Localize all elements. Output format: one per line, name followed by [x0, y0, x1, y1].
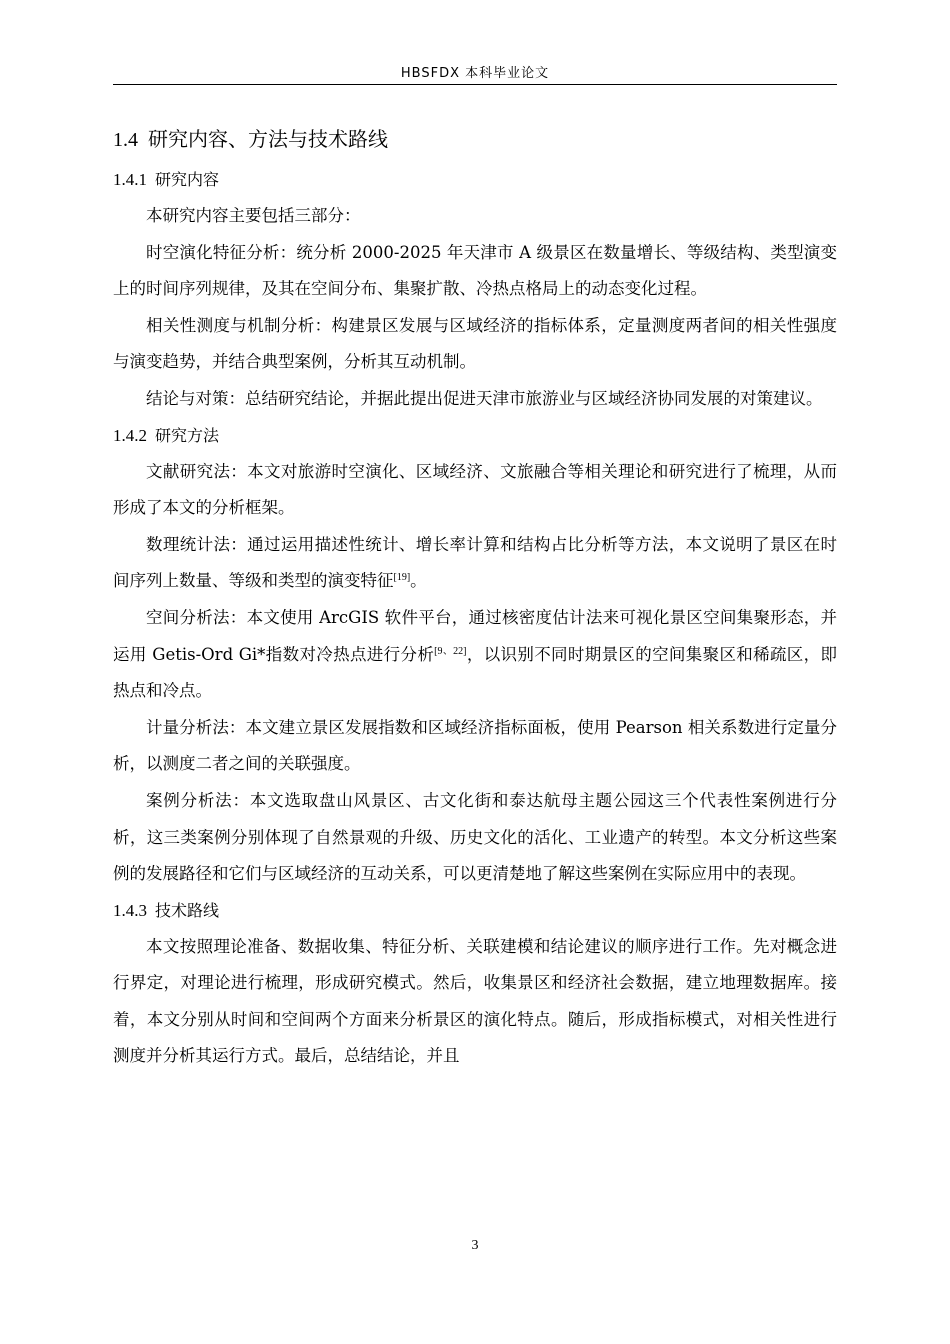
subsection-number: 1.4.1 [113, 170, 147, 189]
paragraph: 案例分析法：本文选取盘山风景区、古文化街和泰达航母主题公园这三个代表性案例进行分析，这三类案例分别体现了自然景观的升级、历史文化的活化、工业遗产的转型。本文分析这些案例的发展路径和它们与区域经济的互动关系，可以更清楚地了解这些案例在实际应用中的表现。 [113, 790, 837, 884]
subsection-number: 1.4.3 [113, 900, 147, 920]
subsection-title: 研究内容 [155, 170, 220, 189]
section-number: 1.4 [113, 129, 138, 151]
paragraph-text: ，以识别不同时期景区的空间集聚区和稀疏区，即热点和冷点。 [113, 644, 837, 701]
subsection-number: 1.4.2 [113, 425, 147, 445]
paragraph-text: 。 [410, 571, 427, 591]
header-rule [113, 84, 837, 85]
paragraph: 本研究内容主要包括三部分： [146, 206, 361, 225]
paragraph [113, 600, 837, 710]
subsection-heading-content [113, 162, 837, 198]
paragraph: 时空演化特征分析：统分析 2000-2025 年天津市 A 级景区在数量增长、等级结构、类型演变上的时间序列规律，及其在空间分布、集聚扩散、冷热点格局上的动态变化过程。 [113, 242, 837, 299]
paragraph-text: 空间分析法：本文使用 ArcGIS 软件平台，通过核密度估计法来可视化景区空间集聚形态，并运用 Getis-Ord Gi*指数对冷热点进行分析 [113, 607, 837, 664]
paragraph: 结论与对策：总结研究结论，并据此提出促进天津市旅游业与区域经济协同发展的对策建议。 [146, 388, 823, 408]
running-header: HBSFDX 本科毕业论文 [400, 66, 550, 81]
paragraph-text: 数理统计法：通过运用描述性统计、增长率计算和结构占比分析等方法，本文说明了景区在时间序列上数量、等级和类型的演变特征 [113, 534, 837, 591]
section-heading [113, 122, 837, 162]
section-title: 研究内容、方法与技术路线 [148, 127, 388, 151]
page-content [113, 122, 837, 1075]
paragraph [113, 527, 837, 600]
citation: [9、22] [434, 645, 467, 657]
paragraph: 本文按照理论准备、数据收集、特征分析、关联建模和结论建议的顺序进行工作。先对概念进行界定，对理论进行梳理，形成研究模式。然后，收集景区和经济社会数据，建立地理数据库。接着，本文分别从时间和空间两个方面来分析景区的演化特点。随后，形成指标模式，对相关性进行测度并分析其运行方式。最后，总结结论，并且 [113, 936, 837, 1066]
paragraph: 相关性测度与机制分析：构建景区发展与区域经济的指标体系，定量测度两者间的相关性强度与演变趋势，并结合典型案例，分析其互动机制。 [113, 315, 837, 372]
page-number: 3 [471, 1238, 479, 1253]
subsection-title: 研究方法 [155, 425, 220, 445]
paragraph: 计量分析法：本文建立景区发展指数和区域经济指标面板，使用 Pearson 相关系数进行定量分析，以测度二者之间的关联强度。 [113, 717, 837, 774]
subsection-heading-methods [113, 418, 837, 454]
subsection-heading-route [113, 893, 837, 929]
citation: [19] [393, 572, 411, 584]
paragraph: 文献研究法：本文对旅游时空演化、区域经济、文旅融合等相关理论和研究进行了梳理，从而形成了本文的分析框架。 [113, 461, 837, 518]
subsection-title: 技术路线 [155, 900, 220, 920]
